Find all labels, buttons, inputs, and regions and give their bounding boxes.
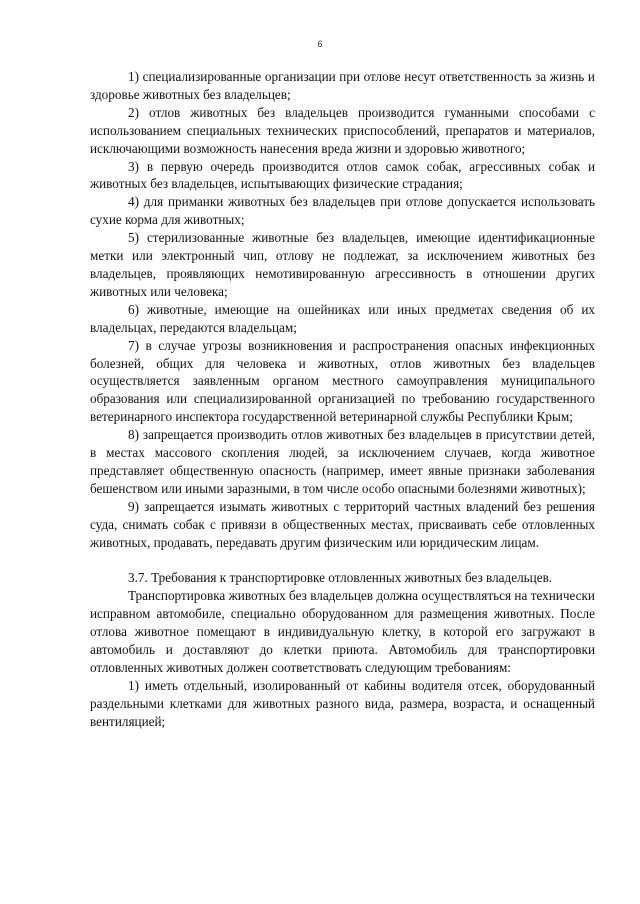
list-item-8: 8) запрещается производить отлов животных без владельцев в присутствии детей, в местах массового скопления людей, за исключением случаев, когда животное представляет общественную опасность (например, имеет явные признаки заболевания бешенством или иными заразными, в том числе особо опасными болезнями животных);	[90, 427, 595, 496]
page-number: 6	[317, 39, 323, 49]
list-item-2: 2) отлов животных без владельцев производится гуманными способами с использованием специальных технических приспособлений, препаратов и материалов, исключающими возможность нанесения вреда жизни и здоровью животного;	[90, 104, 595, 156]
section-paragraph: Транспортировка животных без владельцев должна осуществляться на технически исправном автомобиле, специально оборудованном для размещения животных. После отлова животное помещают в индивидуальную клетку, в которой его загружают в автомобиль и доставляют до клетки приюта. Автомобиль для транспортировки отловленных животных должен соответствовать следующим требованиям:	[90, 588, 595, 675]
list-item-7: 7) в случае угрозы возникновения и распространения опасных инфекционных болезней, общих для человека и животных, отлов животных без владельцев осуществляется заявленным органом местного самоуправления муниципального образования или специализированной организацией по требованию государственного ветеринарного инспектора государственной ветеринарной службы Республики Крым;	[90, 337, 595, 425]
list-item-9: 9) запрещается изымать животных с территорий частных владений без решения суда, снимать собак с привязи в общественных местах, присваивать себе отловленных животных, продавать, передавать другим физическим или юридическим лицам.	[90, 498, 595, 550]
list-item-1: 1) специализированные организации при отлове несут ответственность за жизнь и здоровье животных без владельцев;	[90, 69, 595, 102]
list-item-5: 5) стерилизованные животные без владельцев, имеющие идентификационные метки или электронный чип, отлову не подлежат, за исключением животных без владельцев, проявляющих немотивированную агрессивность в отношении других животных или человека;	[90, 230, 595, 299]
section-list-item-1: 1) иметь отдельный, изолированный от кабины водителя отсек, оборудованный раздельными клетками для животных разного вида, размера, возраста, и оснащенный вентиляцией;	[90, 677, 595, 729]
section-heading: 3.7. Требования к транспортировке отловленных животных без владельцев.	[128, 570, 553, 586]
list-item-4: 4) для приманки животных без владельцев при отлове допускается использовать сухие корма для животных;	[90, 194, 595, 228]
document-body	[90, 68, 595, 731]
list-item-3: 3) в первую очередь производится отлов самок собак, агрессивных собак и животных без владельцев, испытывающих физические страдания;	[90, 158, 595, 192]
list-item-6: 6) животные, имеющие на ошейниках или иных предметах сведения об их владельцах, передаются владельцам;	[90, 301, 595, 335]
